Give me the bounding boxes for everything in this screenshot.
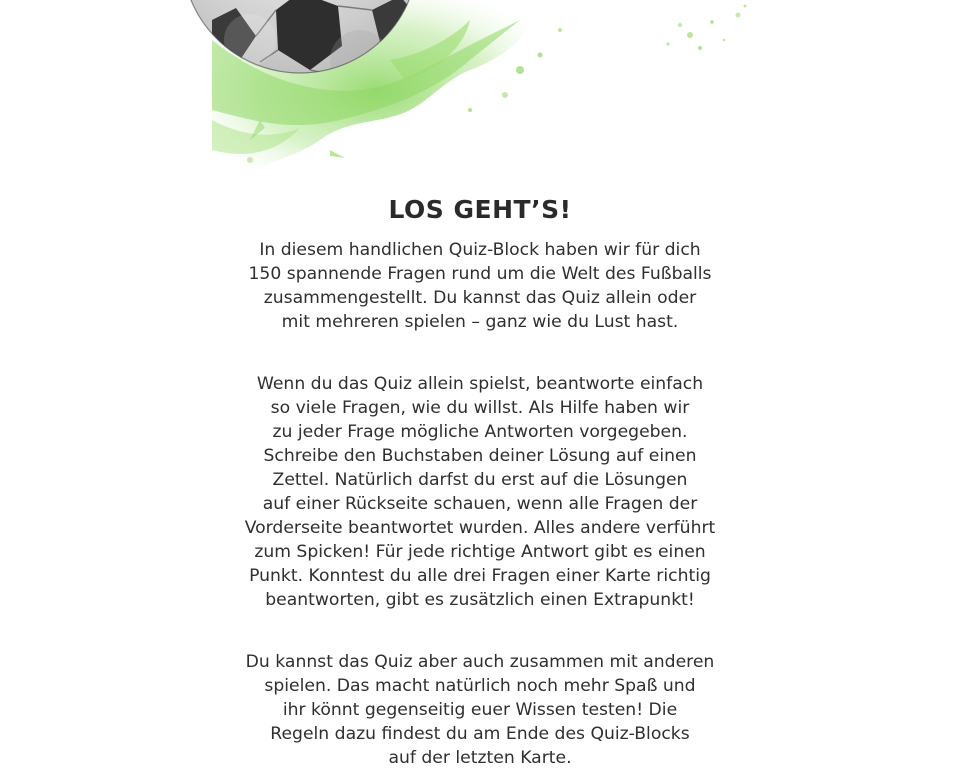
page-title: LOS GEHT’S! (388, 195, 572, 224)
text-line: mit mehreren spielen – ganz wie du Lust hast. (281, 312, 679, 332)
paragraph-intro (230, 238, 730, 334)
text-line: Vorderseite beantwortet wurden. Alles andere verführt (244, 518, 716, 538)
text-line: auf einer Rückseite schauen, wenn alle Fragen der (262, 494, 698, 514)
text-line: so viele Fragen, wie du willst. Als Hilfe haben wir (270, 398, 690, 418)
text-line: auf der letzten Karte. (388, 748, 572, 768)
intro-section (230, 194, 730, 768)
text-line: zu jeder Frage mögliche Antworten vorgegeben. (272, 422, 688, 442)
text-line: spielen. Das macht natürlich noch mehr Spaß und (264, 676, 696, 696)
text-line: Zettel. Natürlich darfst du erst auf die Lösungen (272, 470, 688, 490)
soccer-ball-splash-illustration (0, 0, 960, 200)
text-line: Schreibe den Buchstaben deiner Lösung auf einen (263, 446, 697, 466)
text-line: Du kannst das Quiz aber auch zusammen mit anderen (245, 652, 715, 672)
text-line: ihr könnt gegenseitig euer Wissen testen! Die (282, 700, 678, 720)
text-line: zum Spicken! Für jede richtige Antwort gibt es einen (254, 542, 706, 562)
text-line: In diesem handlichen Quiz-Block haben wir für dich (259, 240, 701, 260)
paragraph-group-rules (230, 650, 730, 768)
text-line: zusammengestellt. Du kannst das Quiz allein oder (263, 288, 697, 308)
text-line: beantworten, gibt es zusätzlich einen Extrapunkt! (265, 590, 695, 610)
paragraph-solo-rules (230, 372, 730, 612)
text-line: 150 spannende Fragen rund um die Welt des Fußballs (248, 264, 712, 284)
text-line: Punkt. Konntest du alle drei Fragen einer Karte richtig (249, 566, 711, 586)
text-line: Wenn du das Quiz allein spielst, beantworte einfach (256, 374, 704, 394)
text-line: Regeln dazu findest du am Ende des Quiz-Blocks (270, 724, 690, 744)
